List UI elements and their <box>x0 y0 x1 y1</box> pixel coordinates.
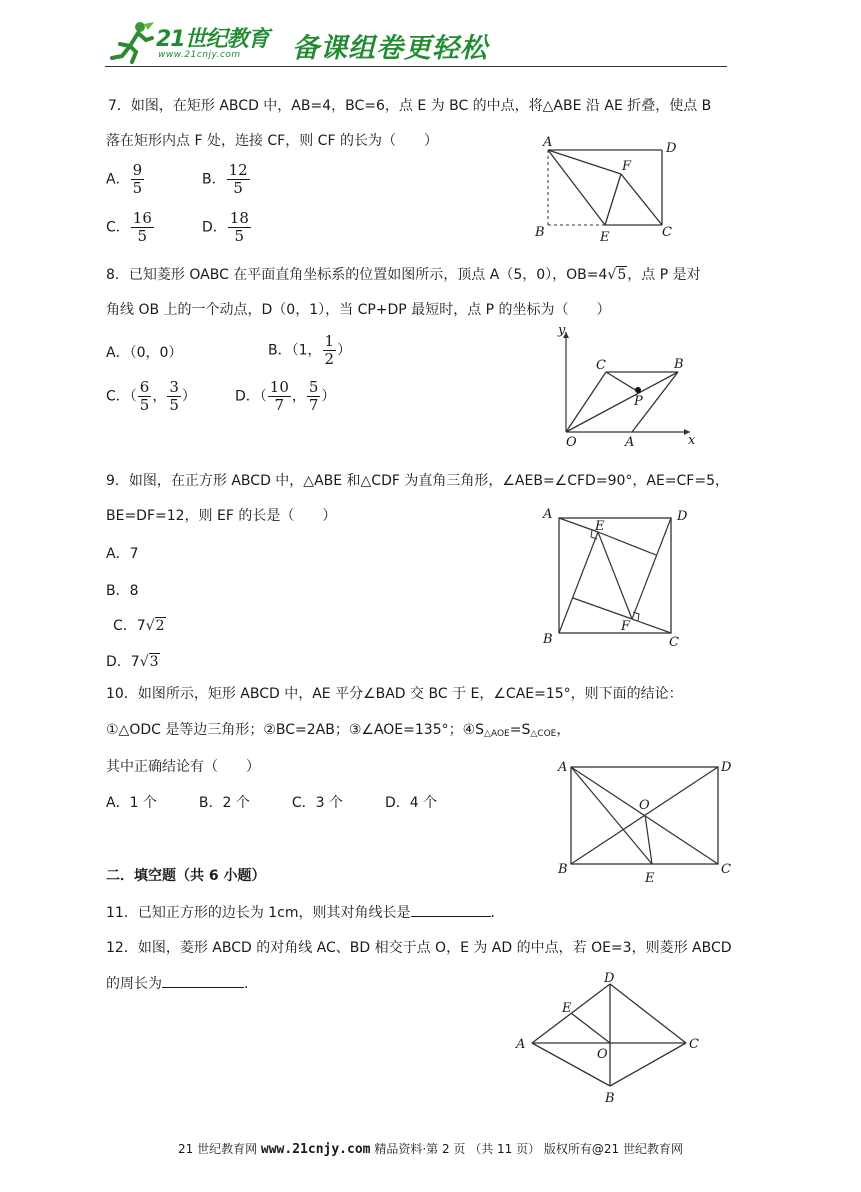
q10-figure <box>555 755 740 890</box>
fraction: $\frac{10}{7}$ <box>269 378 289 414</box>
label-a: A <box>543 135 553 150</box>
section-title: 二．填空题（共 6 小题） <box>106 868 266 884</box>
q8-option-d: D．（ $\frac{10}{7}$ ， $\frac{5}{7}$ ） <box>235 378 336 414</box>
q7-figure <box>528 130 688 245</box>
label-o: O <box>597 1047 608 1062</box>
q11-line: 11．已知正方形的边长为 1cm，则其对角线长是 . <box>106 902 495 923</box>
q7-option-b: B． $\frac{12}{5}$ <box>202 161 248 197</box>
q9-line1: 9．如图，在正方形 ABCD 中，△ABE 和△CDF 为直角三角形，∠AEB=∠CFD=90°，AE=CF=5， <box>106 473 729 489</box>
q7-option-c: C． $\frac{16}{5}$ <box>106 209 152 245</box>
fraction: $\frac{12}{5}$ <box>228 161 248 197</box>
q10-line1: 10．如图所示，矩形 ABCD 中，AE 平分∠BAD 交 BC 于 E，∠CAE=15°，则下面的结论： <box>106 686 683 702</box>
label-x: x <box>688 433 696 448</box>
q7-line2: 落在矩形内点 F 处，连接 CF，则 CF 的长为（ ） <box>106 133 438 149</box>
label-d: D <box>677 509 688 524</box>
runner-logo-icon <box>108 20 154 66</box>
q8-option-b: B．（1， $\frac{1}{2}$ ） <box>268 332 352 368</box>
header-rule <box>105 66 727 67</box>
label-e: E <box>600 230 610 245</box>
q10-line3: 其中正确结论有（ ） <box>106 759 260 775</box>
label-b: B <box>605 1091 615 1106</box>
q8-line2: 角线 OB 上的一个动点，D（0，1），当 CP+DP 最短时，点 P 的坐标为（ ） <box>106 302 611 318</box>
label-p: P <box>634 394 643 409</box>
fraction: $\frac{18}{5}$ <box>229 209 249 245</box>
sqrt: √5 <box>607 267 627 283</box>
q12-line2: 的周长为 . <box>106 973 248 994</box>
q10-line2: ①△ODC 是等边三角形；②BC=2AB；③∠AOE=135°；$④S_{\triangle AOE}=S_{\triangle COE}$， <box>106 722 571 739</box>
label-c: C <box>721 862 731 877</box>
q12-line1: 12．如图，菱形 ABCD 的对角线 AC、BD 相交于点 O，E 为 AD 的中点，若 OE=3，则菱形 ABCD <box>106 940 732 956</box>
label-y: y <box>558 323 566 338</box>
q9-option-b: B．8 <box>106 583 139 599</box>
label-b: B <box>558 862 568 877</box>
label-a: A <box>543 507 553 522</box>
label-e: E <box>645 871 655 886</box>
q9-line2: BE=DF=12，则 EF 的长是（ ） <box>106 508 337 524</box>
label-o: O <box>639 798 650 813</box>
q9-option-a: A．7 <box>106 546 139 562</box>
fraction: $\frac{9}{5}$ <box>132 161 143 197</box>
label-a: A <box>625 435 635 450</box>
q8-option-a: A．（0，0） <box>106 345 183 361</box>
label-c: C <box>669 635 679 650</box>
label-d: D <box>604 971 615 986</box>
q9-option-d: D．7√3 <box>106 654 159 670</box>
footer-site: 21 世纪教育网 <box>177 1142 258 1156</box>
page-header <box>100 18 730 70</box>
q8-line1: 8．已知菱形 OABC 在平面直角坐标系的位置如图所示，顶点 A（5，0），OB=4√5，点 P 是对 <box>106 267 701 283</box>
q8-option-c: C．（ $\frac{6}{5}$ ， $\frac{3}{5}$ ） <box>106 378 196 414</box>
label-o: O <box>566 435 577 450</box>
fraction: $\frac{6}{5}$ <box>139 378 150 414</box>
q8-figure <box>548 322 698 450</box>
label-c: C <box>596 358 606 373</box>
sqrt: √2 <box>145 618 165 634</box>
label-f: F <box>622 159 632 174</box>
label-b: B <box>543 632 553 647</box>
q9-option-c: C．7√2 <box>113 618 165 634</box>
fraction: $\frac{1}{2}$ <box>324 332 335 368</box>
footer-url[interactable]: www.21cnjy.com <box>260 1142 371 1157</box>
slogan: 备课组卷更轻松 <box>292 33 488 64</box>
label-c: C <box>689 1037 699 1052</box>
label-b: B <box>535 225 545 240</box>
label-a: A <box>516 1037 526 1052</box>
fraction: $\frac{5}{7}$ <box>308 378 319 414</box>
fraction: $\frac{3}{5}$ <box>169 378 179 414</box>
footer-rest: 精品资料·第 2 页 （共 11 页） 版权所有@21 世纪教育网 <box>374 1142 684 1156</box>
label-a: A <box>558 760 568 775</box>
label-e: E <box>595 519 605 534</box>
label-c: C <box>662 225 672 240</box>
fraction: $\frac{16}{5}$ <box>132 209 152 245</box>
q7-line1: 7．如图，在矩形 ABCD 中，AB=4，BC=6，点 E 为 BC 的中点，将△ABE 沿 AE 折叠，使点 B <box>108 98 712 114</box>
sqrt: √3 <box>139 654 159 670</box>
page-footer <box>0 1140 861 1157</box>
label-e: E <box>562 1001 572 1016</box>
logo-url: www.21cnjy.com <box>158 50 241 60</box>
q9-figure <box>535 500 695 650</box>
answer-blank[interactable] <box>411 902 491 917</box>
label-b: B <box>674 357 684 372</box>
q7-option-a: A． $\frac{9}{5}$ <box>106 161 143 197</box>
label-d: D <box>666 141 677 156</box>
label-f: F <box>621 619 631 634</box>
q12-figure <box>510 968 710 1106</box>
logo-text: 21世纪教育 <box>156 27 269 52</box>
q7-option-d: D． $\frac{18}{5}$ <box>202 209 249 245</box>
answer-blank[interactable] <box>162 973 244 988</box>
label-d: D <box>721 760 732 775</box>
q10-options: A．1 个 B．2 个 C．3 个 D．4 个 <box>106 795 438 811</box>
